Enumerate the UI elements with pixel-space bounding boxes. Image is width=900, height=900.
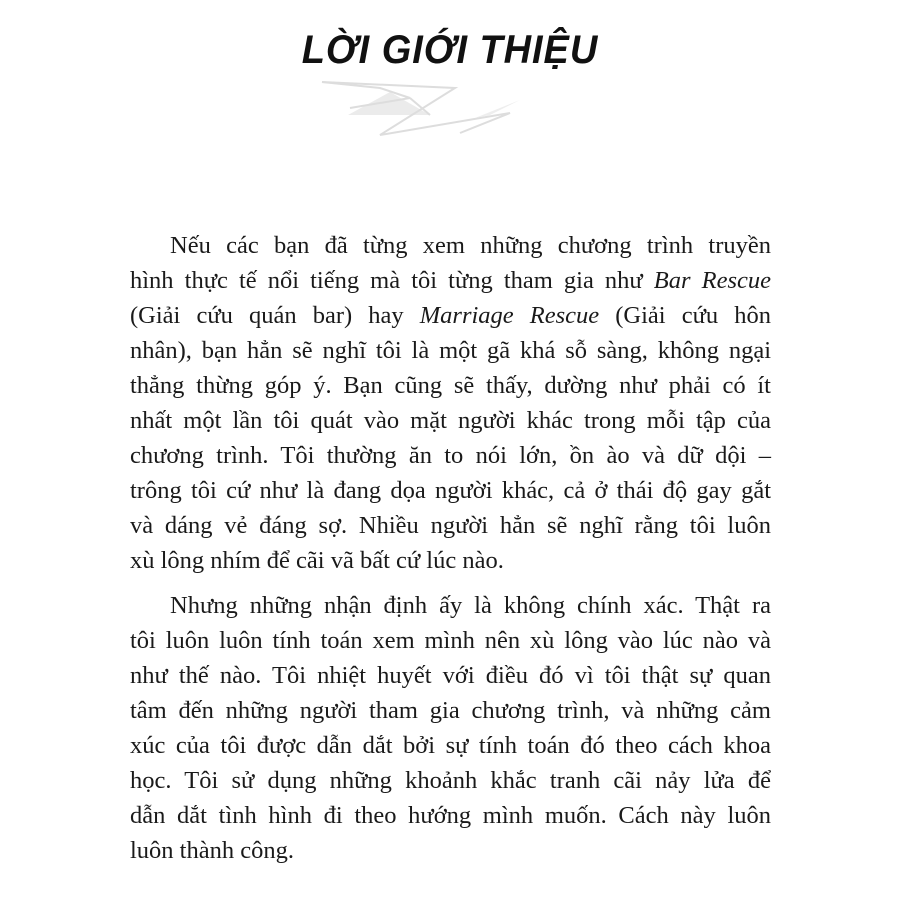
text-line: học. Tôi sử dụng những khoảnh khắc tranh cãi nảy lửa để — [130, 767, 771, 794]
paragraph-1 — [130, 228, 771, 578]
text-line: như thế nào. Tôi nhiệt huyết với điều đó vì tôi thật sự quan — [130, 662, 771, 689]
show-title-bar-rescue: Bar Rescue — [653, 267, 771, 294]
text-line: Nếu các bạn đã từng xem những chương trình truyền — [170, 232, 771, 259]
text-line: tôi luôn luôn tính toán xem mình nên xù lông vào lúc nào và — [130, 627, 771, 654]
document-body — [130, 228, 771, 878]
text-line: Nhưng những nhận định ấy là không chính xác. Thật ra — [170, 592, 771, 619]
text-line: xúc của tôi được dẫn dắt bởi sự tính toán đó theo cách khoa — [130, 732, 771, 759]
text-line: và dáng vẻ đáng sợ. Nhiều người hẳn sẽ nghĩ rằng tôi luôn — [130, 512, 771, 539]
text-line: dẫn dắt tình hình đi theo hướng mình muốn. Cách này luôn — [130, 802, 771, 829]
text-line: thẳng thừng góp ý. Bạn cũng sẽ thấy, dường như phải có ít — [130, 372, 771, 399]
text-line: tâm đến những người tham gia chương trình, và những cảm — [130, 697, 771, 724]
text-line: nhất một lần tôi quát vào mặt người khác trong mỗi tập của — [130, 407, 771, 434]
text-line — [130, 263, 771, 298]
text-line: trông tôi cứ như là đang dọa người khác, cả ở thái độ gay gắt — [130, 477, 771, 504]
text-line: xù lông nhím để cãi vã bất cứ lúc nào. — [130, 547, 504, 574]
text-line — [130, 298, 771, 333]
paragraph-2 — [130, 588, 771, 868]
text-span: (Giải cứu hôn — [599, 302, 771, 329]
text-line: nhân), bạn hẳn sẽ nghĩ tôi là một gã khá sỗ sàng, không ngại — [130, 337, 771, 364]
page-title: LỜI GIỚI THIỆU — [301, 28, 599, 72]
text-span: hình thực tế nổi tiếng mà tôi từng tham gia như — [130, 267, 654, 294]
show-title-marriage-rescue: Marriage Rescue — [419, 302, 600, 329]
decorative-swoosh-icon — [320, 70, 540, 140]
text-span: (Giải cứu quán bar) hay — [130, 302, 420, 329]
text-line: luôn thành công. — [130, 837, 294, 864]
text-line: chương trình. Tôi thường ăn to nói lớn, ồn ào và dữ dội – — [130, 442, 771, 469]
